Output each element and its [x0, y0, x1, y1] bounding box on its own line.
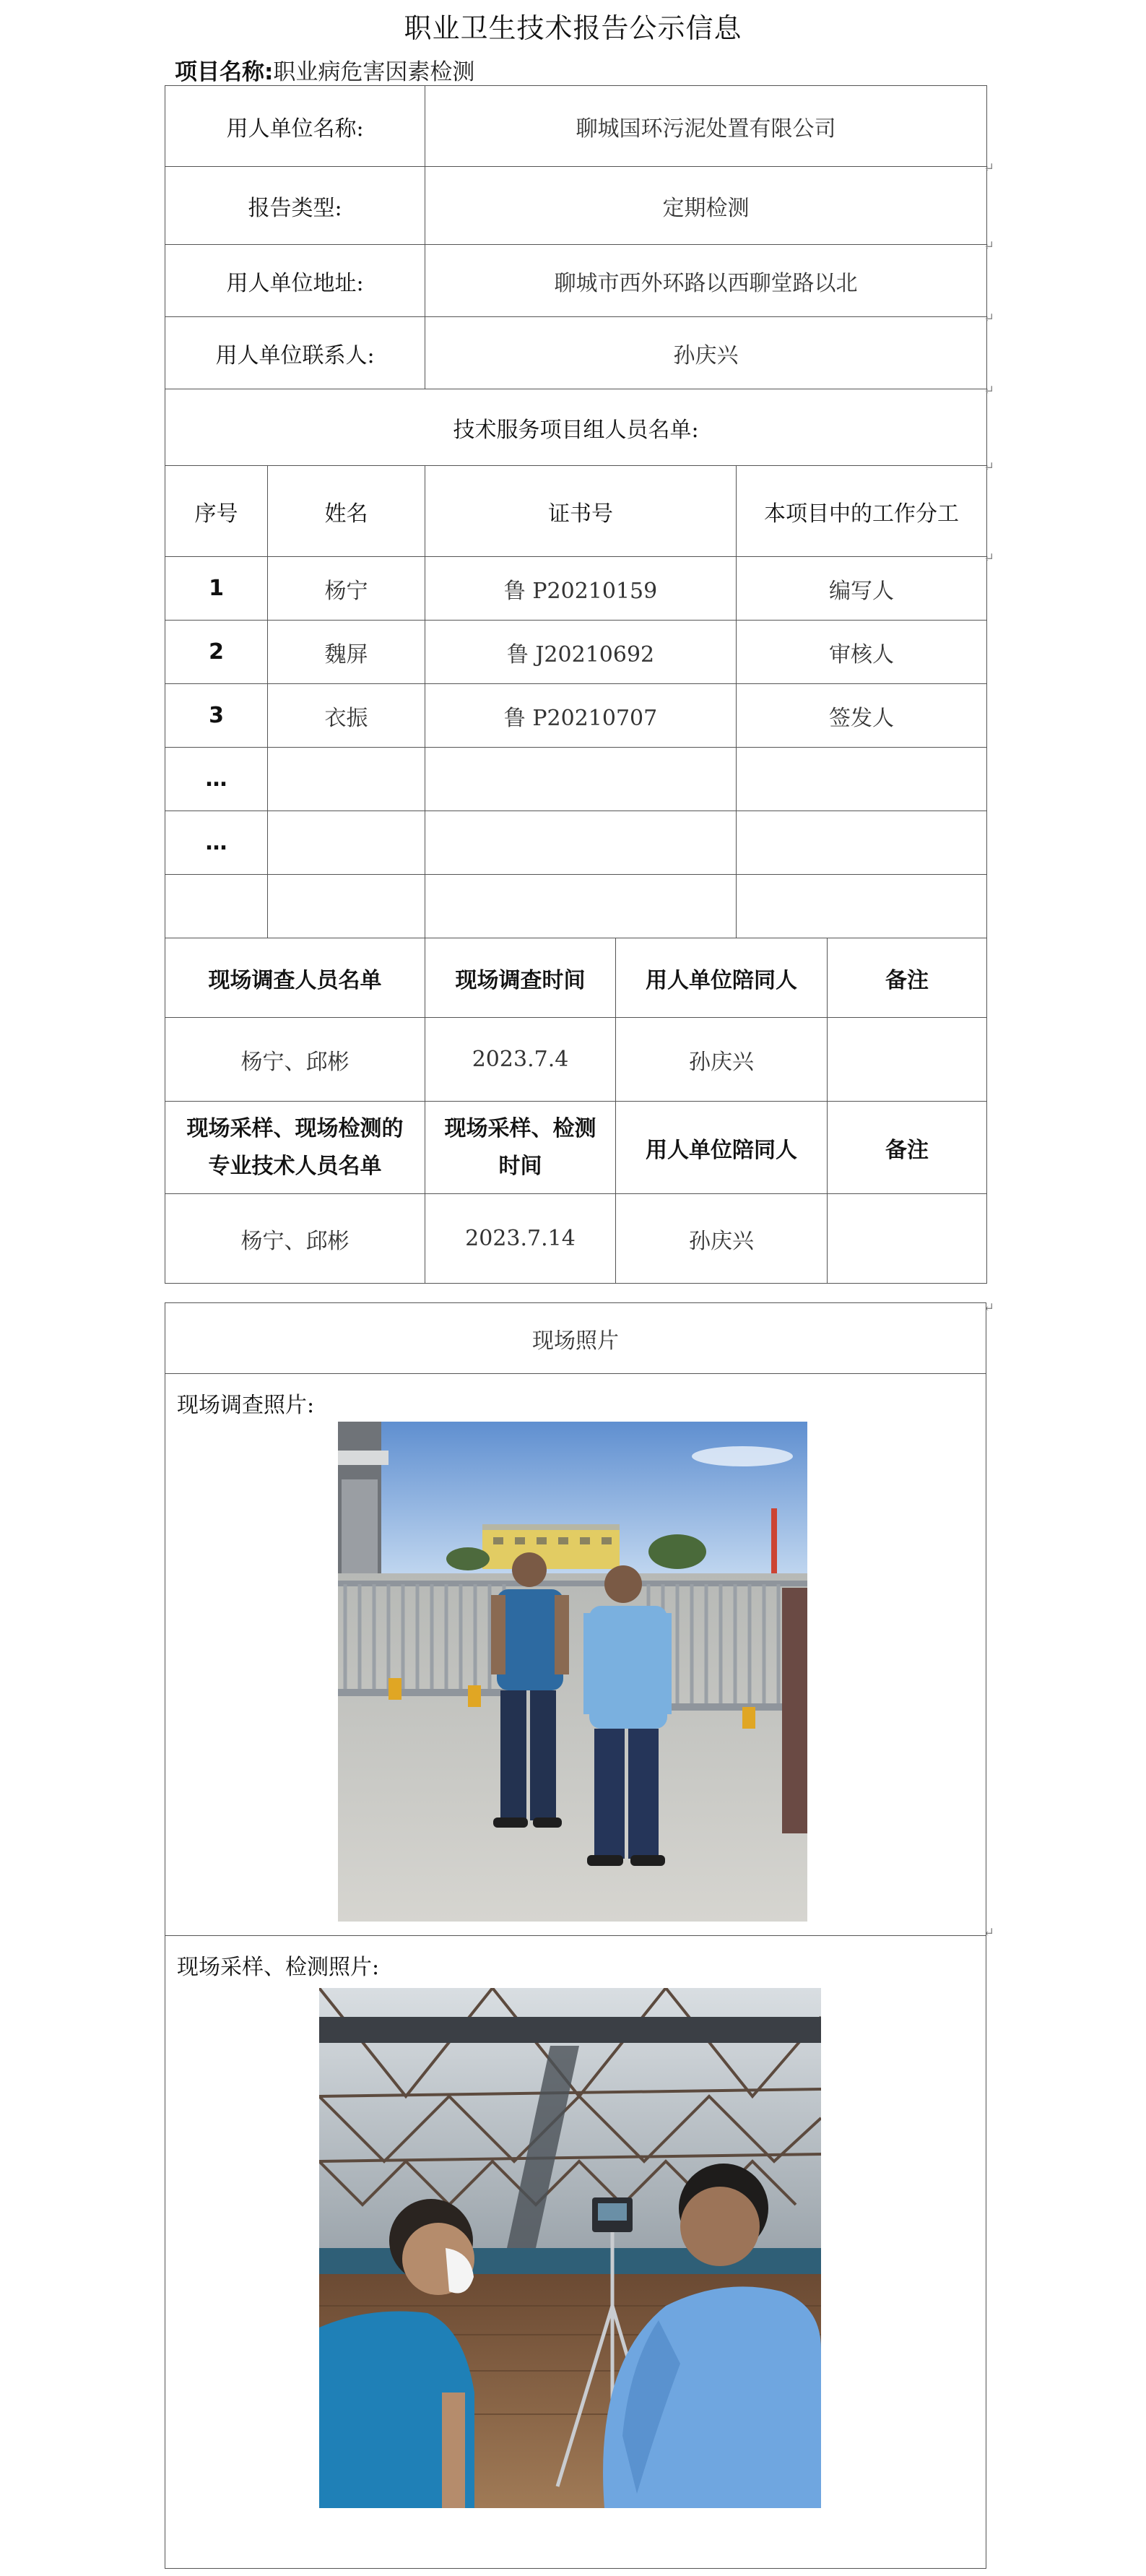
sampling-photo: [319, 1988, 821, 2508]
team-row-name: 杨宁: [268, 557, 425, 621]
team-header-index: 序号: [165, 466, 268, 557]
survey-photo-illustration: [338, 1422, 807, 1922]
project-value: 职业病危害因素检测: [273, 59, 475, 85]
team-row-index: 3: [165, 684, 268, 748]
team-row-role: 签发人: [737, 684, 987, 748]
page-title: 职业卫生技术报告公示信息: [404, 12, 742, 44]
team-row-role: [737, 748, 987, 811]
team-row-cert: [425, 748, 737, 811]
team-row-cert: 鲁 P20210707: [425, 684, 737, 748]
survey-time: 2023.7.4: [425, 1018, 616, 1102]
team-row-name: 衣振: [268, 684, 425, 748]
address-value: 聊城市西外环路以西聊堂路以北: [425, 245, 987, 317]
paragraph-mark: ↵: [984, 160, 995, 176]
sampling-remark: [828, 1194, 987, 1284]
sampling-photo-illustration: [319, 1988, 821, 2508]
sampling-header-staff-line2: 专业技术人员名单: [208, 1153, 382, 1179]
team-row-index: …: [165, 748, 268, 811]
team-header-name: 姓名: [268, 466, 425, 557]
team-heading: 技术服务项目组人员名单:: [165, 389, 987, 466]
sampling-escort: 孙庆兴: [616, 1194, 828, 1284]
survey-header-staff: 现场调查人员名单: [165, 938, 425, 1018]
team-header-role: 本项目中的工作分工: [737, 466, 987, 557]
team-row-role: [737, 875, 987, 938]
report-type-value: 定期检测: [425, 167, 987, 245]
team-row-role: [737, 811, 987, 875]
team-row-cert: 鲁 J20210692: [425, 621, 737, 684]
team-row-name: [268, 748, 425, 811]
sampling-photo-label: 现场采样、检测照片:: [177, 1955, 380, 1980]
survey-photo-label: 现场调查照片:: [177, 1393, 315, 1418]
paragraph-mark: ↵: [984, 1300, 995, 1315]
paragraph-mark: ↵: [984, 459, 995, 475]
paragraph-mark: ↵: [984, 238, 995, 254]
sampling-header-time-line2: 时间: [498, 1153, 542, 1179]
report-type-label: 报告类型:: [165, 167, 425, 245]
survey-header-remark: 备注: [828, 938, 987, 1018]
sampling-header-time: [425, 1102, 616, 1194]
survey-header-escort: 用人单位陪同人: [616, 938, 828, 1018]
photo-heading: 现场照片: [165, 1303, 986, 1374]
project-line: [175, 53, 474, 86]
sampling-time: 2023.7.14: [425, 1194, 616, 1284]
paragraph-mark: ↵: [984, 1925, 995, 1940]
team-row-index: 2: [165, 621, 268, 684]
team-row-name: [268, 875, 425, 938]
sampling-header-staff: [165, 1102, 425, 1194]
team-row-index: [165, 875, 268, 938]
sampling-staff: 杨宁、邱彬: [165, 1194, 425, 1284]
address-label: 用人单位地址:: [165, 245, 425, 317]
sampling-header-remark: 备注: [828, 1102, 987, 1194]
unit-name-value: 聊城国环污泥处置有限公司: [425, 86, 987, 167]
survey-header-time: 现场调查时间: [425, 938, 616, 1018]
contact-value: 孙庆兴: [425, 317, 987, 389]
team-row-role: 审核人: [737, 621, 987, 684]
unit-name-label: 用人单位名称:: [165, 86, 425, 167]
team-header-cert: 证书号: [425, 466, 737, 557]
team-row-role: 编写人: [737, 557, 987, 621]
report-info-table: [165, 85, 987, 1284]
paragraph-mark: ↵: [984, 550, 995, 566]
survey-staff: 杨宁、邱彬: [165, 1018, 425, 1102]
sampling-header-time-line1: 现场采样、检测: [444, 1115, 596, 1141]
survey-photo: [338, 1422, 807, 1922]
team-row-name: [268, 811, 425, 875]
sampling-header-escort: 用人单位陪同人: [616, 1102, 828, 1194]
project-label: 项目名称:: [175, 59, 274, 85]
team-row-name: 魏屏: [268, 621, 425, 684]
team-row-index: 1: [165, 557, 268, 621]
team-row-cert: [425, 811, 737, 875]
survey-remark: [828, 1018, 987, 1102]
paragraph-mark: ↵: [984, 311, 995, 326]
team-row-index: …: [165, 811, 268, 875]
team-row-cert: 鲁 P20210159: [425, 557, 737, 621]
sampling-header-staff-line1: 现场采样、现场检测的: [186, 1115, 404, 1141]
team-row-cert: [425, 875, 737, 938]
paragraph-mark: ↵: [984, 383, 995, 398]
survey-escort: 孙庆兴: [616, 1018, 828, 1102]
contact-label: 用人单位联系人:: [165, 317, 425, 389]
